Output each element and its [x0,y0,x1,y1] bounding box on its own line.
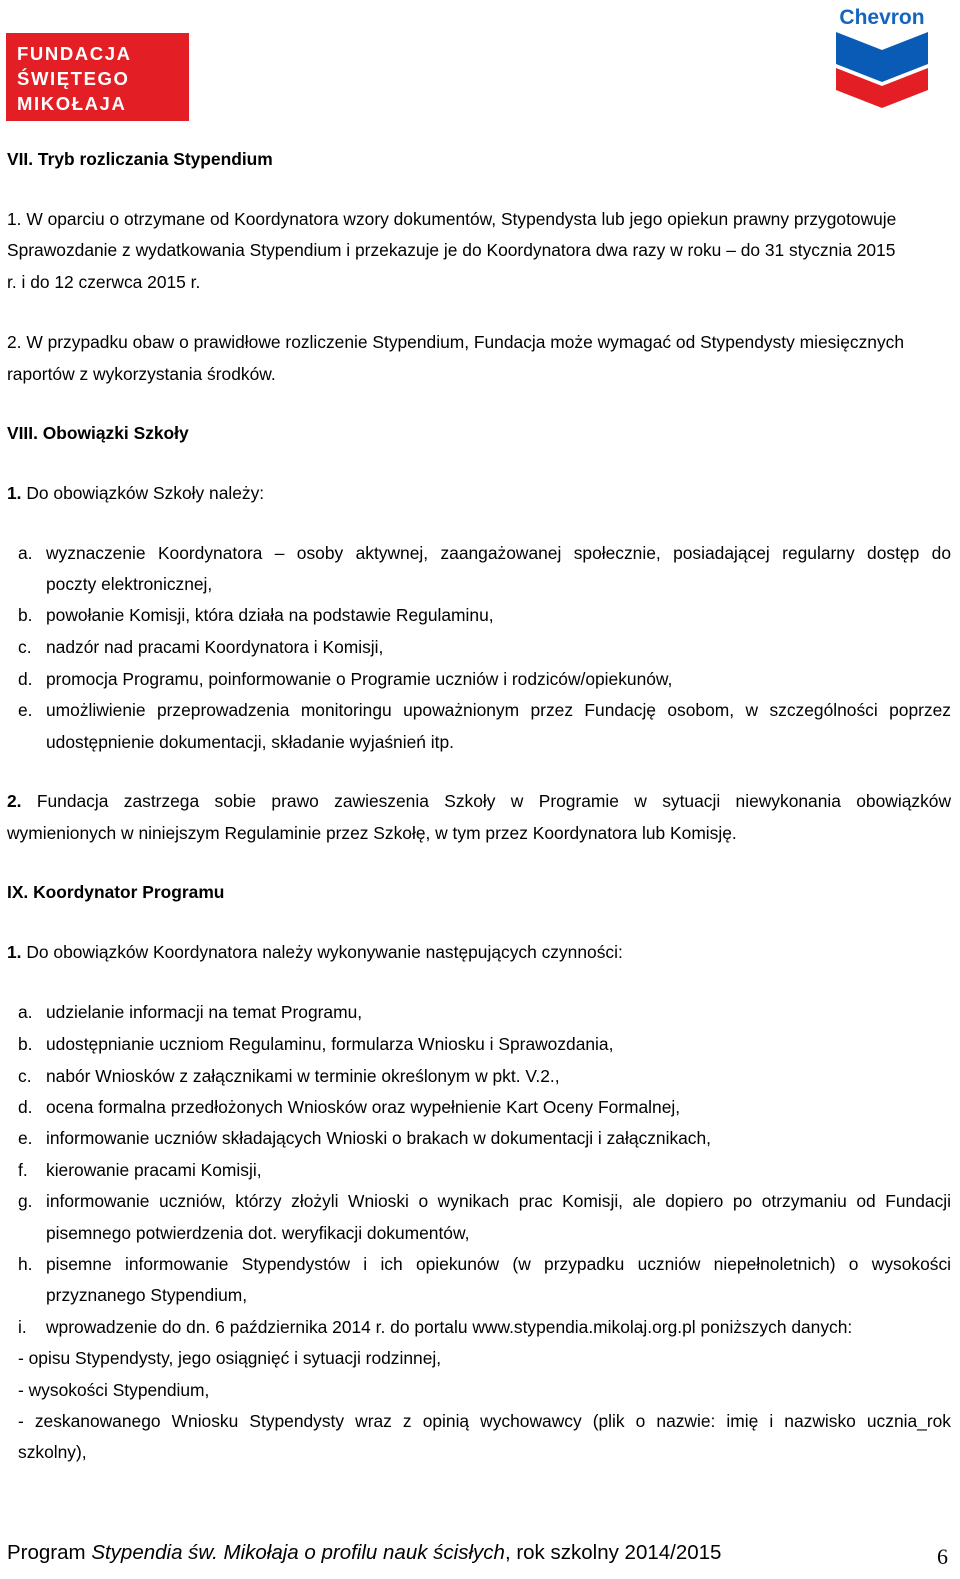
sec9-dash-3-line-1: - zeskanowanego Wniosku Stypendysty wraz z opinią wychowawcy (plik o nazwie: imię i nazwisko ucznia_rok [18,1411,951,1431]
sec8-item-a-line-2: poczty elektronicznej, [46,574,213,594]
sec8-item-d-letter: d. [18,669,33,689]
sec8-p2-line-1 [7,791,951,812]
sec8-p2-line-2: wymienionych w niniejszym Regulaminie przez Szkołę, w tym przez Koordynatora lub Komisję. [7,823,737,843]
sec8-item-c-letter: c. [18,637,32,657]
sec8-item-a-line-1: wyznaczenie Koordynatora – osoby aktywnej, zaangażowanej społecznie, posiadającej regularny dostęp do [46,543,951,563]
sec8-p2-text: Fundacja zastrzega sobie prawo zawieszenia Szkoły w Programie w sytuacji niewykonania obowiązków [21,791,951,811]
sec9-item-f-letter: f. [18,1160,28,1180]
sec9-dash-2: - wysokości Stypendium, [18,1380,210,1400]
sec9-item-b-text: udostępnianie uczniom Regulaminu, formularza Wniosku i Sprawozdania, [46,1034,614,1054]
fundacja-logo-line-3: MIKOŁAJA [17,93,127,114]
sec8-p1-text: Do obowiązków Szkoły należy: [21,483,265,503]
sec9-item-e-text: informowanie uczniów składających Wnioski o brakach w dokumentacji i załącznikach, [46,1128,712,1148]
sec9-p1-num: 1. [7,942,22,962]
footer-suffix: , rok szkolny 2014/2015 [504,1541,722,1564]
page-number: 6 [937,1544,948,1569]
sec7-p2-text: W przypadku obaw o prawidłowe rozliczenie Stypendium, Fundacja może wymagać od Stypendysty miesięcznych [21,332,905,352]
sec9-item-i-text: wprowadzenie do dn. 6 października 2014 r. do portalu www.stypendia.mikolaj.org.pl poniższych danych: [46,1317,853,1337]
sec8-p1-num: 1. [7,483,22,503]
fundacja-logo [6,33,189,121]
chevron-logo [832,4,932,110]
page-footer [7,1541,721,1565]
sec9-item-g-line-1: informowanie uczniów, którzy złożyli Wnioski o wynikach prac Komisji, ale dopiero po otrzymaniu od Fundacji [46,1191,951,1211]
sec9-item-b-letter: b. [18,1034,33,1054]
sec9-item-c-letter: c. [18,1066,32,1086]
sec9-item-a-text: udzielanie informacji na temat Programu, [46,1002,363,1022]
section-9-heading: IX. Koordynator Programu [7,882,225,902]
sec9-item-f-text: kierowanie pracami Komisji, [46,1160,262,1180]
footer-program-name: Stypendia św. Mikołaja o profilu nauk ścisłych [91,1541,505,1564]
fundacja-logo-line-2: ŚWIĘTEGO [17,68,130,89]
section-8-heading: VIII. Obowiązki Szkoły [7,423,189,443]
section-7-heading: VII. Tryb rozliczania Stypendium [7,149,273,169]
sec8-item-e-line-2: udostępnienie dokumentacji, składanie wyjaśnień itp. [46,732,454,752]
sec7-p1-line-3: r. i do 12 czerwca 2015 r. [7,272,201,292]
sec9-item-c-text: nabór Wniosków z załącznikami w terminie określonym w pkt. V.2., [46,1066,560,1086]
sec7-p2-line-1 [7,332,904,353]
sec8-item-c-text: nadzór nad pracami Koordynatora i Komisji, [46,637,384,657]
sec9-item-g-letter: g. [18,1191,33,1211]
fundacja-logo-line-1: FUNDACJA [17,43,132,64]
sec9-p1 [7,942,623,963]
sec9-item-g-line-2: pisemnego potwierdzenia dot. weryfikacji dokumentów, [46,1223,470,1243]
sec8-item-b-letter: b. [18,605,33,625]
sec8-item-d-text: promocja Programu, poinformowanie o Programie uczniów i rodziców/opiekunów, [46,669,673,689]
sec9-item-h-line-1: pisemne informowanie Stypendystów i ich opiekunów (w przypadku uczniów niepełnoletnich) o wysokości [46,1254,951,1274]
sec7-p2-line-2: raportów z wykorzystania środków. [7,364,276,384]
sec9-item-d-letter: d. [18,1097,33,1117]
sec9-item-a-letter: a. [18,1002,33,1022]
chevron-logo-text: Chevron [839,6,925,29]
sec8-item-e-letter: e. [18,700,33,720]
sec7-p2-num: 2. [7,332,22,352]
sec9-item-i-letter: i. [18,1317,27,1337]
sec7-p1-line-1: 1. W oparciu o otrzymane od Koordynatora wzory dokumentów, Stypendysta lub jego opiekun prawny przygotowuje [7,209,897,229]
sec7-p1-line-2: Sprawozdanie z wydatkowania Stypendium i przekazuje je do Koordynatora dwa razy w roku – do 31 stycznia 2015 [7,240,896,260]
sec9-dash-1: - opisu Stypendysty, jego osiągnięć i sytuacji rodzinnej, [18,1348,442,1368]
sec8-item-e-line-1: umożliwienie przeprowadzenia monitoringu upoważnionym przez Fundację osobom, w szczególności poprzez [46,700,951,720]
sec9-item-e-letter: e. [18,1128,33,1148]
sec8-item-a-letter: a. [18,543,33,563]
sec9-item-h-line-2: przyznanego Stypendium, [46,1285,248,1305]
sec9-dash-3-line-2: szkolny), [18,1442,87,1462]
sec9-item-h-letter: h. [18,1254,33,1274]
footer-prefix: Program [7,1541,92,1564]
sec8-p1 [7,483,264,504]
sec9-p1-text: Do obowiązków Koordynatora należy wykonywanie następujących czynności: [21,942,623,962]
sec9-item-d-text: ocena formalna przedłożonych Wniosków oraz wypełnienie Kart Oceny Formalnej, [46,1097,681,1117]
sec8-p2-num: 2. [7,791,22,811]
sec8-item-b-text: powołanie Komisji, która działa na podstawie Regulaminu, [46,605,494,625]
